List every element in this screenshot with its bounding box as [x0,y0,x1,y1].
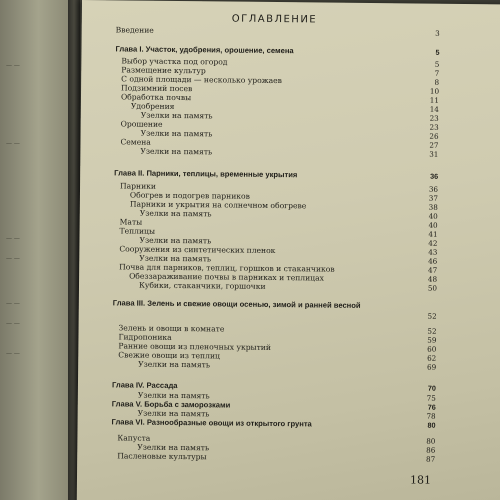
toc-entry-title: Орошение [120,119,163,129]
toc-entry-page: 23 [429,113,439,123]
toc-entry-title: Зелень и овощи в комнате [118,323,225,334]
toc-entry-title: Глава V. Борьба с заморозками [111,399,231,410]
toc-entry-page: 38 [428,202,438,212]
toc-entry-title: Глава IV. Рассада [111,380,178,391]
toc-entry-page: 78 [426,411,436,421]
toc-entry-title: Узелки на память [137,390,210,401]
toc-entry-page: 86 [426,445,436,455]
toc-entry-title: Обеззараживание почвы в парниках и теплицах [129,271,324,283]
toc-entry-page: 5 [434,59,440,69]
toc-entry-title: Подзимний посев [121,83,193,94]
toc-intro: Введение 3 [115,25,440,38]
toc-entry-title: Ранние овощи из пленочных укрытий [118,341,271,352]
chapter-3-page: 52 [427,311,437,321]
toc-entry-title: Почва для парников, теплиц, горшков и стаканчиков [119,262,335,274]
toc-entry-page: 41 [428,229,438,239]
toc-entry-title: Свежие овощи из теплиц [118,350,220,361]
toc-entry-page: 62 [427,353,437,363]
toc-entry-title: Парники [120,181,157,191]
toc-entry-title: Размещение культур [121,65,206,76]
toc-entry-page: 52 [427,326,437,336]
toc-entry-title: Узелки на память [140,110,213,121]
toc-entry-title: Пасленовые культуры [117,451,207,462]
toc-entry-page: 5 [435,47,440,57]
toc-entry-title: Парники и укрытия на солнечном обогреве [129,199,307,211]
toc-entry-title: Узелки на память [138,359,211,370]
toc-entry-page: 14 [429,104,439,114]
toc-entry-title: С одной площади — несколько урожаев [121,74,283,86]
toc-entry-title: Глава I. Участок, удобрения, орошение, семена [115,44,294,56]
toc-entry-page: 42 [428,238,438,248]
toc-entry-page: 10 [429,86,440,96]
toc-entry-title: Узелки на память [140,146,213,157]
toc-entry-page: 7 [434,68,440,78]
toc-entry-page: 40 [428,220,438,230]
toc-entry-page: 46 [428,256,438,266]
toc-entry-title: Обработка почвы [120,92,192,103]
toc-entry-page: 76 [427,402,436,412]
toc-entry-title: Теплицы [119,226,156,236]
page-number: 181 [409,473,432,487]
toc-entry-title: Маты [119,217,143,227]
toc-entry-page: 59 [427,335,437,345]
toc-entry-page: 47 [427,265,438,275]
toc-entry-page: 75 [426,393,436,403]
chapter-3-heading: Глава III. Зелень и свежие овощи осенью, зимой и ранней весной [112,298,361,310]
toc-entry-page: 27 [429,140,439,150]
toc-entry-title: Глава II. Парники, теплицы, временные укрытия [114,168,298,180]
page-title: ОГЛАВЛЕНИЕ [231,13,318,26]
toc-entry-title: Обогрев и подогрев парников [129,190,250,201]
contents-page [77,0,500,500]
toc-entry-title: Кубики, стаканчики, горшочки [138,280,266,291]
toc-entry-title: Узелки на память [139,208,212,219]
toc-entry-title: Глава VI. Разнообразные овощи из открытого грунта [111,417,312,429]
toc-entry-page: 69 [426,362,437,372]
toc-entry-page: 50 [427,283,438,293]
toc-entry-page: 40 [428,211,438,221]
toc-entry-page: 11 [429,95,440,105]
adjacent-page: — — — — — — — — — — — — — — [0,0,70,500]
toc-entry-page: 48 [427,274,438,284]
toc-entry-page: 36 [430,171,439,181]
toc-entry-title: Узелки на память [137,408,210,419]
toc-entry-title: Удобрения [130,101,175,111]
toc-entry-page: 23 [429,122,439,132]
toc-entry-page: 43 [428,247,438,257]
toc-entry-title: Узелки на память [140,128,213,139]
toc-entry-page: 80 [426,436,436,446]
toc-entry-title: Выбор участка под огород [121,56,228,67]
toc-entry-page: 36 [428,184,439,194]
toc-chapter [80,168,500,183]
toc-entry-page: 31 [429,149,439,159]
toc-entry-page: 8 [434,77,440,87]
toc-entry-title: Сооружения из синтетических пленок [119,244,276,256]
toc-entry-page: 26 [429,131,439,141]
toc-entry-title: Капуста [117,433,151,443]
toc-entry-title: Узелки на память [139,253,212,264]
toc-entry-title: Гидропоника [118,332,172,342]
toc-entry-page: 60 [427,344,437,354]
toc-entry-page: 80 [427,420,436,430]
toc-entry-title: Узелки на память [139,235,212,246]
toc-entry-page: 70 [427,383,437,393]
toc-entry-title: Семена [120,137,151,147]
toc-entry-page: 37 [428,193,438,203]
toc-entry-page: 87 [426,454,436,464]
toc-entry-title: Узелки на память [137,442,210,453]
